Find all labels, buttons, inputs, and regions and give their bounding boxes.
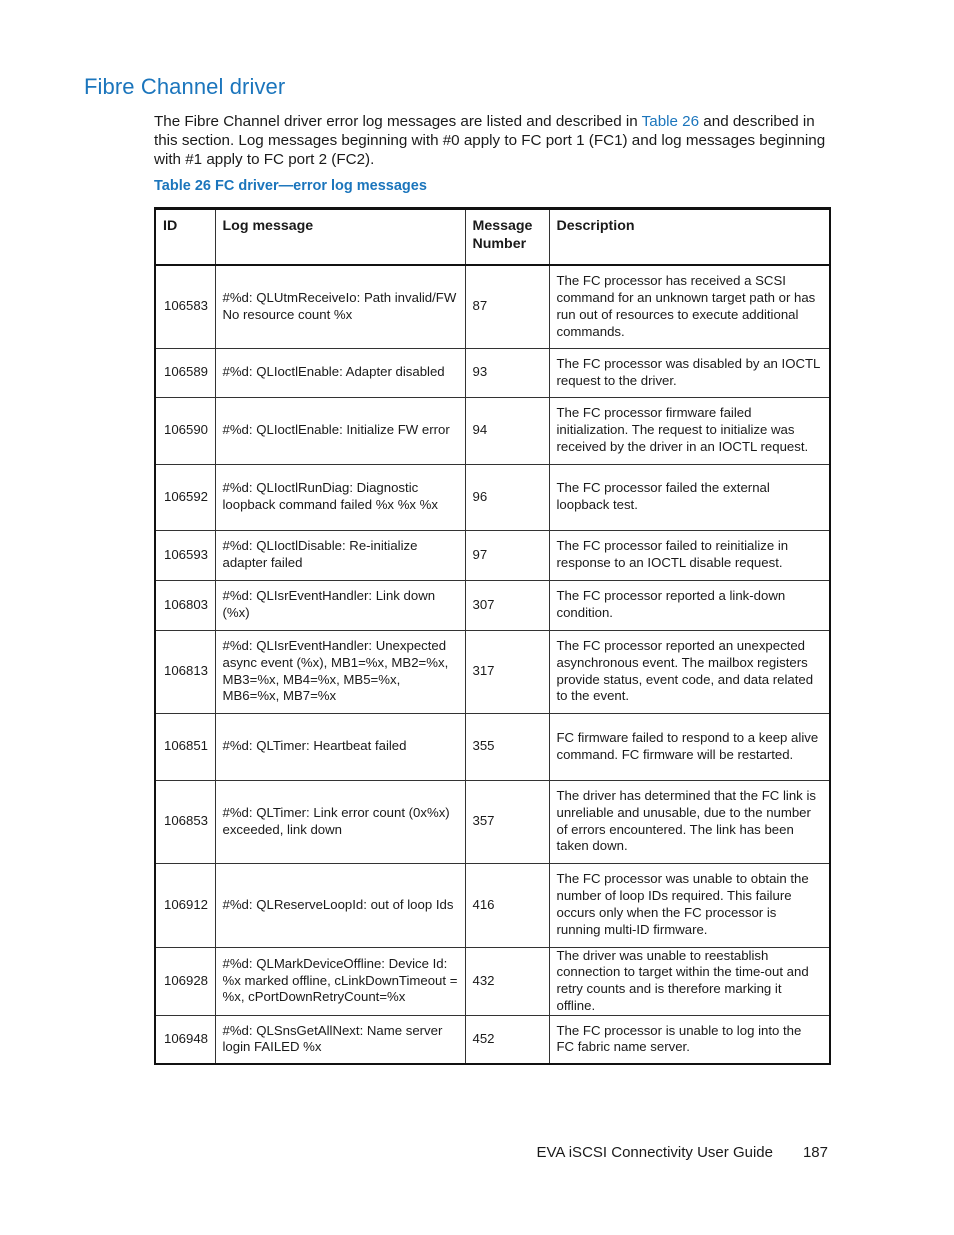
row-description: The FC processor firmware failed initialization. The request to initialize was received by the driver in an IOCTL request.	[549, 397, 830, 464]
row-message-number: 97	[465, 530, 549, 580]
row-description: The FC processor is unable to log into the FC fabric name server.	[549, 1015, 830, 1064]
row-message-number: 416	[465, 863, 549, 947]
section-title: Fibre Channel driver	[84, 74, 286, 99]
header-id: ID	[155, 209, 215, 266]
table-row	[155, 464, 830, 530]
table-row	[155, 530, 830, 580]
footer-doc-title: EVA iSCSI Connectivity User Guide	[536, 1144, 773, 1161]
table-row	[155, 630, 830, 713]
row-id: 106589	[155, 348, 215, 397]
row-message-number: 94	[465, 397, 549, 464]
row-log-message: #%d: QLIoctlEnable: Initialize FW error	[215, 397, 465, 464]
row-description: The FC processor was disabled by an IOCTL request to the driver.	[549, 348, 830, 397]
row-description: The FC processor failed to reinitialize in response to an IOCTL disable request.	[549, 530, 830, 580]
row-id: 106948	[155, 1015, 215, 1064]
row-log-message: #%d: QLSnsGetAllNext: Name server login FAILED %x	[215, 1015, 465, 1064]
row-id: 106928	[155, 947, 215, 1015]
row-id: 106590	[155, 397, 215, 464]
row-log-message: #%d: QLIsrEventHandler: Link down (%x)	[215, 580, 465, 630]
table-row	[155, 947, 830, 1015]
row-log-message: #%d: QLIoctlRunDiag: Diagnostic loopback command failed %x %x %x	[215, 464, 465, 530]
row-id: 106592	[155, 464, 215, 530]
row-description: The FC processor reported an unexpected asynchronous event. The mailbox registers provide status, event code, and data related to the event.	[549, 630, 830, 713]
row-log-message: #%d: QLUtmReceiveIo: Path invalid/FW No resource count %x	[215, 265, 465, 348]
header-message-number: Message Number	[465, 209, 549, 266]
table-26-link[interactable]: Table 26	[641, 113, 700, 130]
row-id: 106583	[155, 265, 215, 348]
row-message-number: 317	[465, 630, 549, 713]
row-description: The FC processor reported a link-down condition.	[549, 580, 830, 630]
intro-paragraph	[154, 112, 834, 169]
row-id: 106803	[155, 580, 215, 630]
page-footer	[0, 1144, 828, 1161]
table-row	[155, 863, 830, 947]
row-message-number: 87	[465, 265, 549, 348]
error-log-table	[154, 207, 831, 1065]
row-log-message: #%d: QLIoctlEnable: Adapter disabled	[215, 348, 465, 397]
row-message-number: 93	[465, 348, 549, 397]
row-message-number: 355	[465, 713, 549, 780]
table-row	[155, 348, 830, 397]
table-row	[155, 580, 830, 630]
row-log-message: #%d: QLMarkDeviceOffline: Device Id: %x marked offline, cLinkDownTimeout = %x, cPortDownRetryCount=%x	[215, 947, 465, 1015]
table-row	[155, 397, 830, 464]
table-row	[155, 780, 830, 863]
row-log-message: #%d: QLTimer: Link error count (0x%x) exceeded, link down	[215, 780, 465, 863]
row-id: 106851	[155, 713, 215, 780]
row-log-message: #%d: QLIoctlDisable: Re-initialize adapter failed	[215, 530, 465, 580]
table-row	[155, 1015, 830, 1064]
intro-text-end: and described in this section. Log messages beginning with #0 apply to FC port 1 (FC1) and log messages beginning with #1 apply to FC port 2 (FC2).	[154, 113, 826, 168]
table-row	[155, 265, 830, 348]
table-header-row	[155, 209, 830, 266]
row-log-message: #%d: QLReserveLoopId: out of loop Ids	[215, 863, 465, 947]
row-description: The FC processor has received a SCSI command for an unknown target path or has run out of resources to execute additional commands.	[549, 265, 830, 348]
table-caption: Table 26 FC driver—error log messages	[154, 178, 427, 194]
row-log-message: #%d: QLIsrEventHandler: Unexpected async event (%x), MB1=%x, MB2=%x, MB3=%x, MB4=%x, MB5=%x, MB6=%x, MB7=%x	[215, 630, 465, 713]
header-log-message: Log message	[215, 209, 465, 266]
row-id: 106853	[155, 780, 215, 863]
row-message-number: 96	[465, 464, 549, 530]
row-id: 106813	[155, 630, 215, 713]
intro-text-start: The Fibre Channel driver error log messages are listed and described in	[154, 113, 642, 130]
row-description: The FC processor failed the external loopback test.	[549, 464, 830, 530]
row-description: FC firmware failed to respond to a keep alive command. FC firmware will be restarted.	[549, 713, 830, 780]
row-id: 106593	[155, 530, 215, 580]
row-description: The FC processor was unable to obtain the number of loop IDs required. This failure occurs only when the FC processor is running multi-ID firmware.	[549, 863, 830, 947]
row-id: 106912	[155, 863, 215, 947]
table-row	[155, 713, 830, 780]
row-message-number: 432	[465, 947, 549, 1015]
footer-page-number: 187	[802, 1144, 828, 1161]
row-log-message: #%d: QLTimer: Heartbeat failed	[215, 713, 465, 780]
row-message-number: 452	[465, 1015, 549, 1064]
row-message-number: 307	[465, 580, 549, 630]
row-description: The driver has determined that the FC link is unreliable and unusable, due to the number of errors encountered. The link has been taken down.	[549, 780, 830, 863]
header-description: Description	[549, 209, 830, 266]
row-description: The driver was unable to reestablish connection to target within the time-out and retry counts and is therefore marking it offline.	[549, 947, 830, 1015]
row-message-number: 357	[465, 780, 549, 863]
